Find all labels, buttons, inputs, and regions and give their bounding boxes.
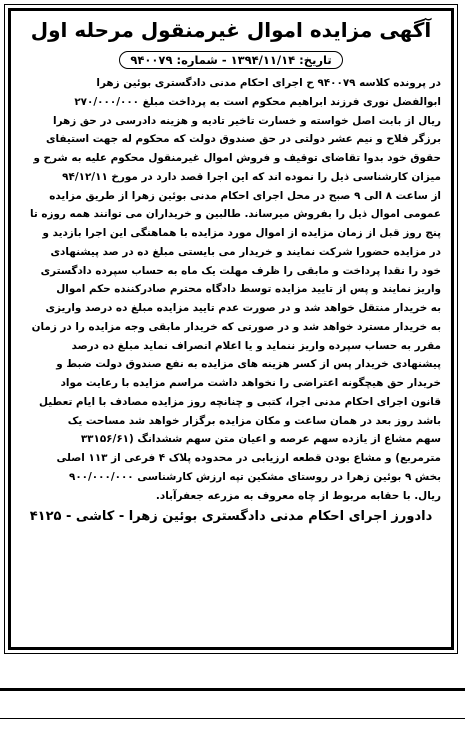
body-line: به خریدار منتقل خواهد شد و در صورت عدم تایید مزایده مبلغ ده درصد واریزی: [45, 302, 441, 314]
notice-footer: دادورز اجرای احکام مدنی دادگستری بوئین زهرا - کاشی - ۴۱۲۵: [29, 509, 433, 525]
notice-inner-frame: [8, 8, 454, 650]
body-line: در مزایده حضورا شرکت نمایند و خریدار می بایستی مبلغ ده در صد پیشنهادی: [50, 245, 441, 258]
body-line: حقوق خود بدوا تقاضای توقیف و فروش اموال غیرمنقول محکوم علیه به شرح و: [33, 152, 441, 164]
body-line: پنج روز قبل از زمان مزایده از اموال مورد مزایده با هماهنگی این اجرا بازدید و: [42, 227, 441, 239]
body-line: خود را نقدا پرداخت و مابقی را ظرف مهلت یک ماه به حساب سپرده دادگستری: [40, 264, 441, 277]
notice-box: [4, 4, 458, 654]
body-line: خریدار حق هیچگونه اعتراضی را نخواهد داشت مراسم مزایده با رعایت مواد: [60, 377, 441, 389]
body-line: قانون اجرای احکام مدنی اجرا، کتبی و چنانچه روز مزایده مصادف با ایام تعطیل: [39, 395, 441, 408]
body-line: ریال. با حقابه مربوط از چاه معروف به مزرعه جعفرآباد.: [155, 489, 441, 502]
notice-body: [21, 74, 441, 505]
body-line: ریال از بابت اصل خواسته و خسارت تاخیر تادیه و هزینه دادرسی در حق زهرا: [53, 114, 441, 127]
body-line: سهم مشاع از یازده سهم عرصه و اعیان متن سهم ششدانگ (۳۳۱۵۶/۶۱: [80, 433, 441, 446]
body-line: از ساعت ۸ الی ۹ صبح در محل اجرای احکام مدنی بوئین زهرا از طریق مزایده: [49, 189, 441, 202]
date-number-label: تاریخ: ۱۳۹۴/۱۱/۱۴ - شماره: ۹۴۰۰۷۹: [119, 51, 342, 69]
body-line: ابوالفضل نوری فرزند ابراهیم محکوم است به پرداخت مبلغ ۲۷۰/۰۰۰/۰۰۰: [74, 95, 441, 108]
separator-thin: [0, 718, 465, 719]
body-line: مترمربع) و مشاع بودن قطعه ارزیابی در محدوده پلاک ۴ فرعی از ۱۱۳ اصلی: [56, 452, 441, 464]
body-line: پیشنهادی خریدار پس از کسر هزینه های مزایده به نفع صندوق دولت ضبط و: [56, 358, 441, 371]
separator-thick: [0, 688, 465, 691]
body-line: در پرونده کلاسه ۹۴۰۰۷۹ ح اجرای احکام مدنی دادگستری بوئین زهرا: [96, 77, 441, 89]
date-number-wrap: [21, 49, 441, 69]
body-line: واریز نمایند و پس از تایید مزایده توسط دادگاه محترم صادرکننده حکم اموال: [56, 283, 441, 296]
body-line: بخش ۹ بوئین زهرا در روستای مشکین تپه ارزش کارشناسی ۹۰۰/۰۰۰/۰۰۰: [68, 470, 441, 483]
body-line: مقرر به حساب سپرده واریز ننماید و یا اعلام انصراف نماید مبلغ ده درصد: [71, 339, 441, 352]
notice-title: آگهی مزایده اموال غیرمنقول مرحله اول: [30, 18, 432, 42]
body-line: برزگر فلاح و نیم عشر دولتی در حق صندوق دولت که محکوم له جهت استیفای: [45, 133, 441, 146]
body-line: میزان کارشناسی ذیل را نموده اند که این اجرا قصد دارد در مورخ ۹۴/۱۲/۱۱: [62, 170, 441, 183]
body-line: عمومی اموال ذیل را بفروش میرساند. طالبین و خریداران می توانند همه روزه تا: [29, 208, 441, 221]
body-line: به خریدار مسترد خواهد شد و در صورتی که خریدار مابقی وجه مزایده را در زمان: [31, 320, 441, 333]
body-line: باشد روز بعد در همان ساعت و مکان مزایده برگزار خواهد شد مساحت یک: [67, 414, 441, 427]
